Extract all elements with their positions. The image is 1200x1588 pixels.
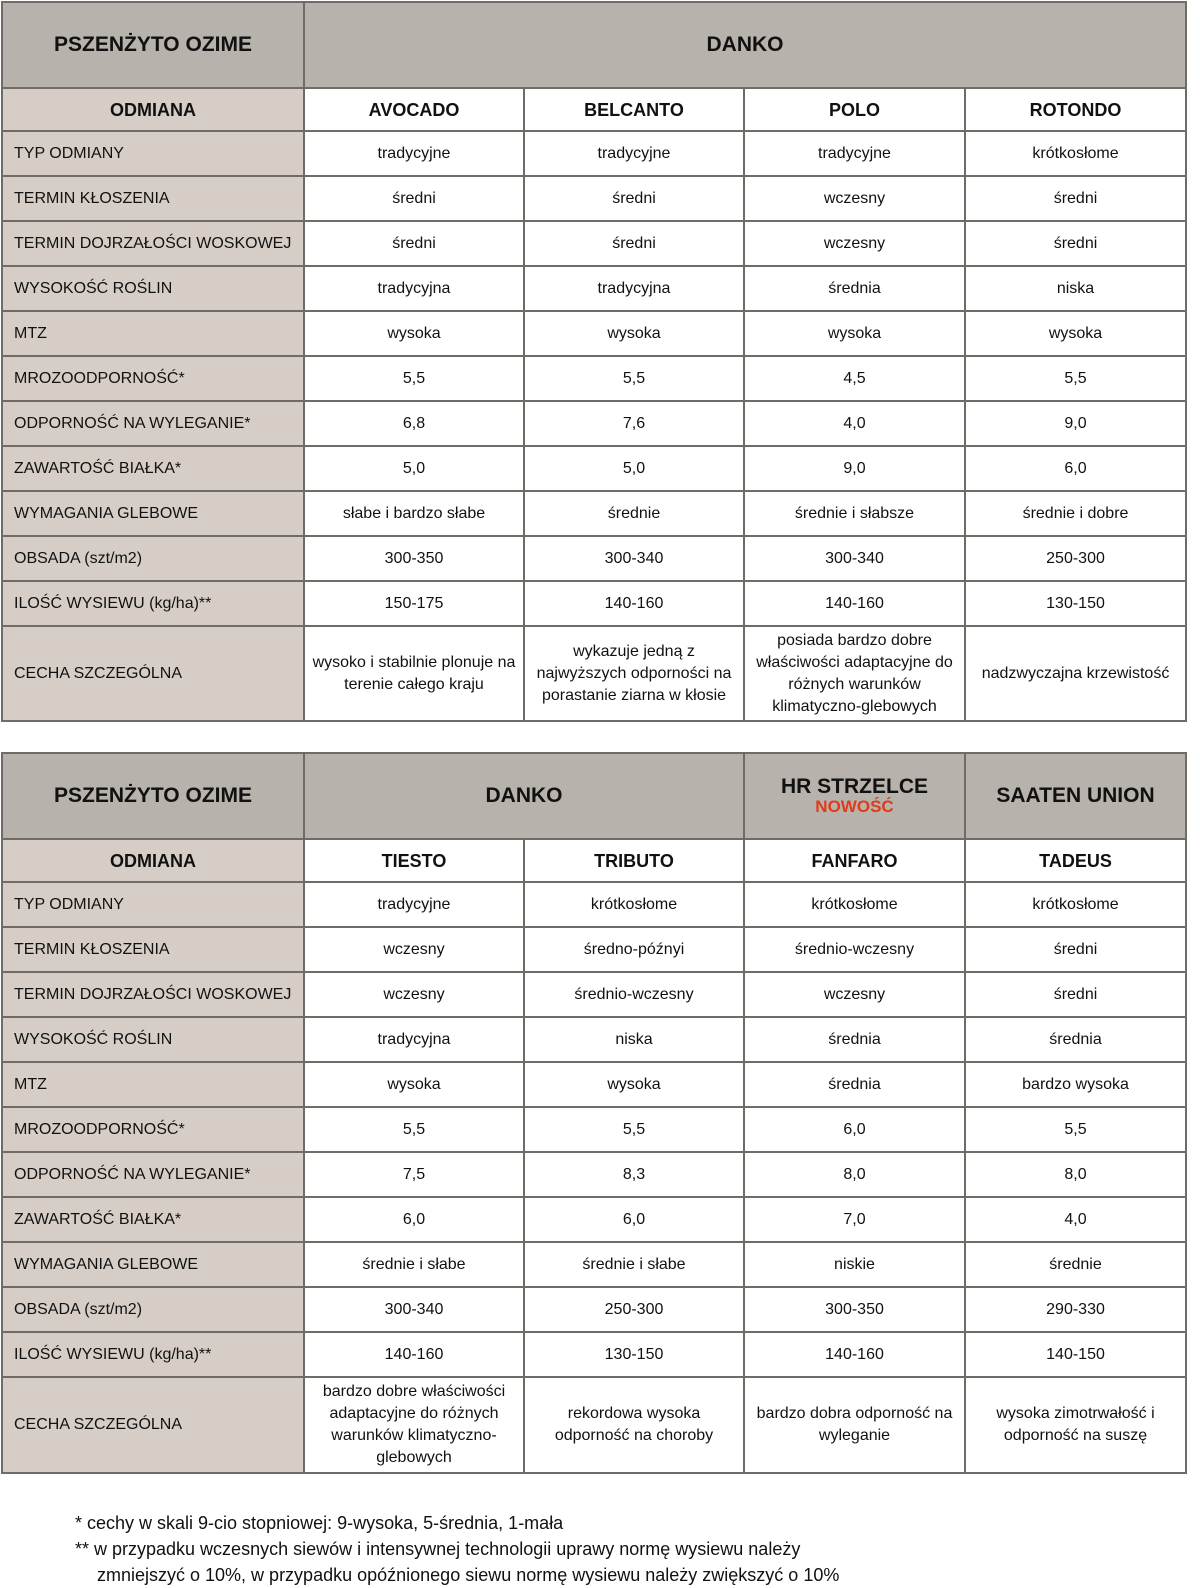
table-cell: posiada bardzo dobre właściwości adaptacyjne do różnych warunków klimatyczno-glebowych xyxy=(744,626,965,721)
variety-name: TIESTO xyxy=(304,839,524,882)
table-cell: wysoka xyxy=(524,311,744,356)
table-row xyxy=(2,221,1186,266)
table-cell: 5,5 xyxy=(304,356,524,401)
table-cell: 9,0 xyxy=(744,446,965,491)
variety-header-row xyxy=(2,88,1186,131)
table-cell: średnie xyxy=(524,491,744,536)
table-cell: 300-350 xyxy=(304,536,524,581)
variety-name: AVOCADO xyxy=(304,88,524,131)
row-label: TERMIN KŁOSZENIA xyxy=(2,176,304,221)
row-label: WYMAGANIA GLEBOWE xyxy=(2,1242,304,1287)
table-cell: średni xyxy=(524,176,744,221)
table-row xyxy=(2,491,1186,536)
table-cell: tradycyjne xyxy=(524,131,744,176)
variety-name: BELCANTO xyxy=(524,88,744,131)
table-row xyxy=(2,972,1186,1017)
table-row xyxy=(2,266,1186,311)
table-row xyxy=(2,1017,1186,1062)
crop-title: PSZENŻYTO OZIME xyxy=(2,2,304,88)
row-label: WYSOKOŚĆ ROŚLIN xyxy=(2,1017,304,1062)
row-label: MTZ xyxy=(2,311,304,356)
table-row xyxy=(2,401,1186,446)
breeder-name: SAATEN UNION xyxy=(965,753,1186,839)
footnote-scale: * cechy w skali 9-cio stopniowej: 9-wysoka, 5-średnia, 1-mała xyxy=(75,1513,564,1533)
table-cell: krótkosłome xyxy=(524,882,744,927)
table-cell: 130-150 xyxy=(965,581,1186,626)
table-cell: 5,5 xyxy=(524,1107,744,1152)
table-cell: średni xyxy=(965,972,1186,1017)
table-cell: 6,0 xyxy=(304,1197,524,1242)
row-label: TERMIN KŁOSZENIA xyxy=(2,927,304,972)
table-row xyxy=(2,927,1186,972)
row-label: TYP ODMIANY xyxy=(2,131,304,176)
breeder-name: HR STRZELCE xyxy=(781,775,928,798)
table-cell: 140-150 xyxy=(965,1332,1186,1377)
table-row xyxy=(2,581,1186,626)
table-cell: wczesny xyxy=(744,176,965,221)
table-cell: 130-150 xyxy=(524,1332,744,1377)
table-cell: 8,0 xyxy=(744,1152,965,1197)
variety-name: POLO xyxy=(744,88,965,131)
table-cell: 6,8 xyxy=(304,401,524,446)
table-cell: tradycyjne xyxy=(304,882,524,927)
table-cell: 5,5 xyxy=(524,356,744,401)
table-cell: średno-późnyi xyxy=(524,927,744,972)
table-cell: niskie xyxy=(744,1242,965,1287)
row-label: CECHA SZCZEGÓLNA xyxy=(2,1377,304,1473)
table-cell: 4,0 xyxy=(744,401,965,446)
table-cell: bardzo wysoka xyxy=(965,1062,1186,1107)
table-row xyxy=(2,1332,1186,1377)
row-label: ZAWARTOŚĆ BIAŁKA* xyxy=(2,1197,304,1242)
table-cell: 6,0 xyxy=(524,1197,744,1242)
table-cell: wczesny xyxy=(744,972,965,1017)
table-cell: 7,5 xyxy=(304,1152,524,1197)
variety-header-label: ODMIANA xyxy=(2,839,304,882)
variety-table-1 xyxy=(1,1,1187,722)
variety-header-row xyxy=(2,839,1186,882)
table-cell: rekordowa wysoka odporność na choroby xyxy=(524,1377,744,1473)
table-cell: 7,6 xyxy=(524,401,744,446)
table-cell: 250-300 xyxy=(965,536,1186,581)
table-cell: wczesny xyxy=(304,972,524,1017)
footnote-seeding: ** w przypadku wczesnych siewów i intensywnej technologii uprawy normę wysiewu należy xyxy=(75,1539,801,1559)
table-cell: 300-340 xyxy=(524,536,744,581)
table-row xyxy=(2,882,1186,927)
variety-name: ROTONDO xyxy=(965,88,1186,131)
table-cell: niska xyxy=(524,1017,744,1062)
table-cell: bardzo dobre właściwości adaptacyjne do różnych warunków klimatyczno-glebowych xyxy=(304,1377,524,1473)
table-cell: 5,5 xyxy=(304,1107,524,1152)
table-cell: średnie i słabsze xyxy=(744,491,965,536)
table-cell: średnia xyxy=(744,1017,965,1062)
table-cell: średnio-wczesny xyxy=(744,927,965,972)
table-cell: wczesny xyxy=(744,221,965,266)
new-badge: NOWOŚĆ xyxy=(815,797,894,816)
table-cell: średnio-wczesny xyxy=(524,972,744,1017)
table-row xyxy=(2,356,1186,401)
row-label: ILOŚĆ WYSIEWU (kg/ha)** xyxy=(2,581,304,626)
table-cell: średnia xyxy=(965,1017,1186,1062)
table-cell: średnie xyxy=(965,1242,1186,1287)
row-label: MROZOODPORNOŚĆ* xyxy=(2,356,304,401)
brand-row xyxy=(2,753,1186,839)
row-label: TERMIN DOJRZAŁOŚCI WOSKOWEJ xyxy=(2,221,304,266)
table-cell: 5,5 xyxy=(965,356,1186,401)
variety-name: TRIBUTO xyxy=(524,839,744,882)
row-label: TERMIN DOJRZAŁOŚCI WOSKOWEJ xyxy=(2,972,304,1017)
variety-name: FANFARO xyxy=(744,839,965,882)
table-row xyxy=(2,1197,1186,1242)
table-cell: średni xyxy=(965,221,1186,266)
table-cell: bardzo dobra odporność na wyleganie xyxy=(744,1377,965,1473)
footnotes xyxy=(75,1510,1175,1588)
row-label: MROZOODPORNOŚĆ* xyxy=(2,1107,304,1152)
table-cell: średnia xyxy=(744,1062,965,1107)
row-label: WYMAGANIA GLEBOWE xyxy=(2,491,304,536)
row-label: WYSOKOŚĆ ROŚLIN xyxy=(2,266,304,311)
table-cell: tradycyjne xyxy=(744,131,965,176)
table-cell: średni xyxy=(965,176,1186,221)
table-cell: tradycyjna xyxy=(304,1017,524,1062)
table-cell: średni xyxy=(524,221,744,266)
row-label: ODPORNOŚĆ NA WYLEGANIE* xyxy=(2,401,304,446)
table-cell: nadzwyczajna krzewistość xyxy=(965,626,1186,721)
breeder-cell xyxy=(744,753,965,839)
table-cell: średnia xyxy=(744,266,965,311)
table-cell: 140-160 xyxy=(744,581,965,626)
table-cell: 150-175 xyxy=(304,581,524,626)
table-row xyxy=(2,311,1186,356)
table-cell: tradycyjne xyxy=(304,131,524,176)
crop-title: PSZENŻYTO OZIME xyxy=(2,753,304,839)
breeder-name: DANKO xyxy=(304,2,1186,88)
table-cell: średnie i słabe xyxy=(524,1242,744,1287)
table-cell: wysoka xyxy=(304,311,524,356)
row-label: ILOŚĆ WYSIEWU (kg/ha)** xyxy=(2,1332,304,1377)
table-cell: 290-330 xyxy=(965,1287,1186,1332)
table-cell: średni xyxy=(304,221,524,266)
table-row xyxy=(2,446,1186,491)
breeder-name: DANKO xyxy=(304,753,744,839)
row-label: ZAWARTOŚĆ BIAŁKA* xyxy=(2,446,304,491)
table-row xyxy=(2,1287,1186,1332)
row-label: TYP ODMIANY xyxy=(2,882,304,927)
table-row xyxy=(2,131,1186,176)
table-cell: 5,5 xyxy=(965,1107,1186,1152)
table-cell: średni xyxy=(965,927,1186,972)
table-cell: wykazuje jedną z najwyższych odporności na porastanie ziarna w kłosie xyxy=(524,626,744,721)
variety-table-2 xyxy=(1,752,1187,1474)
table-cell: 140-160 xyxy=(524,581,744,626)
table-cell: wysoka xyxy=(744,311,965,356)
table-row xyxy=(2,1377,1186,1473)
table-cell: 300-340 xyxy=(744,536,965,581)
table-cell: 250-300 xyxy=(524,1287,744,1332)
table-cell: 4,0 xyxy=(965,1197,1186,1242)
table-cell: 300-340 xyxy=(304,1287,524,1332)
table-cell: 6,0 xyxy=(965,446,1186,491)
table-cell: 7,0 xyxy=(744,1197,965,1242)
row-label: CECHA SZCZEGÓLNA xyxy=(2,626,304,721)
row-label: OBSADA (szt/m2) xyxy=(2,1287,304,1332)
table-row xyxy=(2,1062,1186,1107)
table-cell: 4,5 xyxy=(744,356,965,401)
table-cell: 140-160 xyxy=(304,1332,524,1377)
table-cell: średni xyxy=(304,176,524,221)
table-cell: słabe i bardzo słabe xyxy=(304,491,524,536)
table-cell: wysoka xyxy=(965,311,1186,356)
table-cell: 5,0 xyxy=(524,446,744,491)
table-cell: krótkosłome xyxy=(744,882,965,927)
table-cell: 9,0 xyxy=(965,401,1186,446)
variety-header-label: ODMIANA xyxy=(2,88,304,131)
table-cell: niska xyxy=(965,266,1186,311)
table-cell: 140-160 xyxy=(744,1332,965,1377)
table-cell: wysoka xyxy=(304,1062,524,1107)
table-cell: 5,0 xyxy=(304,446,524,491)
variety-name: TADEUS xyxy=(965,839,1186,882)
table-row xyxy=(2,176,1186,221)
table-cell: wysoko i stabilnie plonuje na terenie całego kraju xyxy=(304,626,524,721)
table-cell: tradycyjna xyxy=(304,266,524,311)
table-row xyxy=(2,1107,1186,1152)
table-cell: 6,0 xyxy=(744,1107,965,1152)
table-row xyxy=(2,1242,1186,1287)
table-cell: krótkosłome xyxy=(965,882,1186,927)
row-label: MTZ xyxy=(2,1062,304,1107)
table-cell: 300-350 xyxy=(744,1287,965,1332)
table-cell: średnie i dobre xyxy=(965,491,1186,536)
row-label: ODPORNOŚĆ NA WYLEGANIE* xyxy=(2,1152,304,1197)
table-cell: średnie i słabe xyxy=(304,1242,524,1287)
footnote-seeding-continued: zmniejszyć o 10%, w przypadku opóźnionego siewu normę wysiewu należy zwiększyć o 10% xyxy=(97,1565,840,1585)
table-cell: wczesny xyxy=(304,927,524,972)
table-row xyxy=(2,536,1186,581)
table-cell: wysoka zimotrwałość i odporność na suszę xyxy=(965,1377,1186,1473)
table-cell: 8,3 xyxy=(524,1152,744,1197)
table-cell: krótkosłome xyxy=(965,131,1186,176)
row-label: OBSADA (szt/m2) xyxy=(2,536,304,581)
table-cell: wysoka xyxy=(524,1062,744,1107)
brand-row xyxy=(2,2,1186,88)
table-row xyxy=(2,1152,1186,1197)
table-row xyxy=(2,626,1186,721)
table-cell: tradycyjna xyxy=(524,266,744,311)
table-cell: 8,0 xyxy=(965,1152,1186,1197)
